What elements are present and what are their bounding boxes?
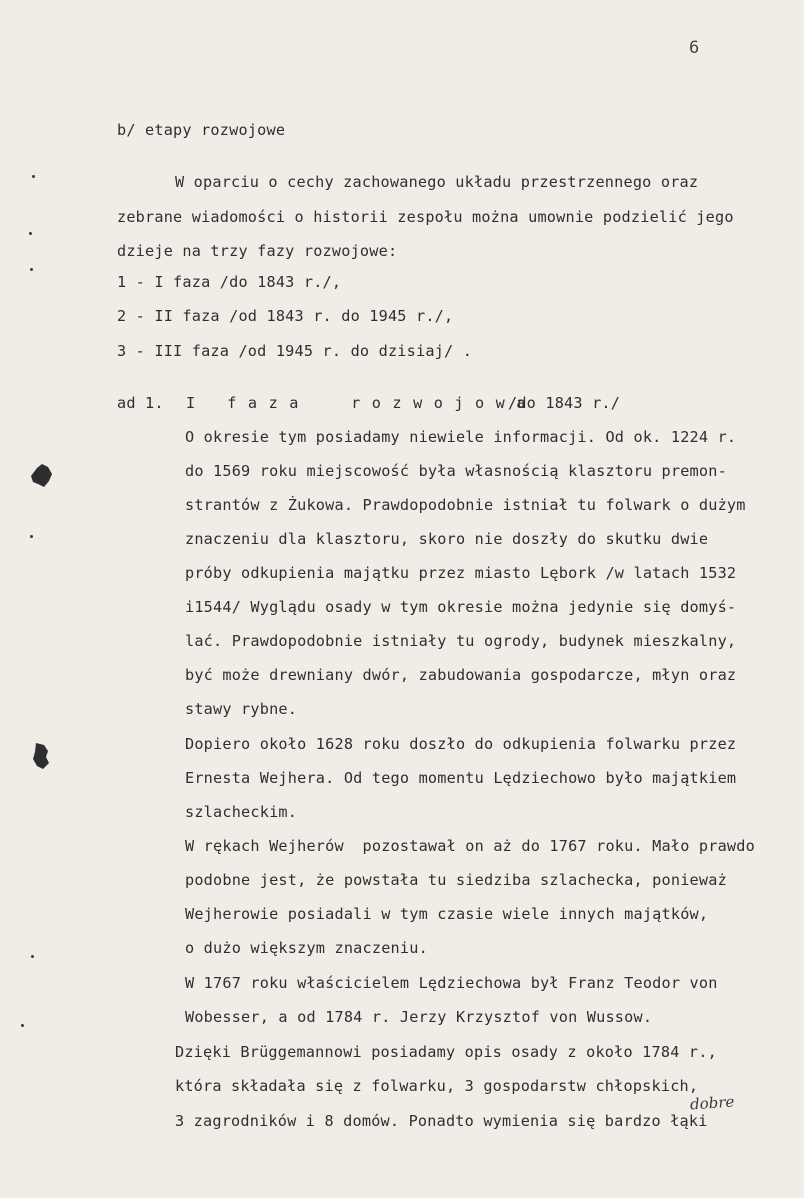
intro-line: zebrane wiadomości o historii zespołu można umownie podzielić jego — [117, 208, 734, 226]
margin-dot — [31, 955, 34, 958]
body-line: W 1767 roku właścicielem Lędziechowa był Franz Teodor von — [185, 974, 718, 992]
phase-list-item: 1 - I faza /do 1843 r./, — [117, 273, 342, 291]
page-number: 6 — [689, 38, 700, 58]
body-line: Wejherowie posiadali w tym czasie wiele innych majątków, — [185, 905, 709, 923]
body-line: strantów z Żukowa. Prawdopodobnie istniał tu folwark o dużym — [185, 496, 746, 514]
body-line: szlacheckim. — [185, 803, 298, 821]
body-line: W rękach Wejherów pozostawał on aż do 1767 roku. Mało prawdo — [185, 837, 755, 855]
ad1-title-suffix: /do 1843 r./ — [508, 394, 621, 412]
ad1-label: ad 1. — [117, 394, 164, 412]
body-line: Ernesta Wejhera. Od tego momentu Lędziechowo było majątkiem — [185, 769, 737, 787]
body-line: próby odkupienia majątku przez miasto Lębork /w latach 1532 — [185, 564, 737, 582]
section-heading: b/ etapy rozwojowe — [117, 121, 286, 139]
body-line: stawy rybne. — [185, 700, 298, 718]
body-line: która składała się z folwarku, 3 gospodarstw chłopskich, — [175, 1077, 699, 1095]
body-line: znaczeniu dla klasztoru, skoro nie doszły do skutku dwie — [185, 530, 709, 548]
ink-blot-icon — [28, 462, 54, 490]
ad1-spaced-title: I faza rozwojowa — [186, 394, 537, 412]
body-line: Wobesser, a od 1784 r. Jerzy Krzysztof von Wussow. — [185, 1008, 653, 1026]
body-line: O okresie tym posiadamy niewiele informacji. Od ok. 1224 r. — [185, 428, 737, 446]
margin-dot — [29, 232, 32, 235]
body-line: Dzięki Brüggemannowi posiadamy opis osady z około 1784 r., — [175, 1043, 717, 1061]
body-line: i1544/ Wyglądu osady w tym okresie można jedynie się domyś- — [185, 598, 737, 616]
handwritten-note: dobre — [689, 1092, 735, 1114]
intro-line: W oparciu o cechy zachowanego układu przestrzennego oraz — [175, 173, 699, 191]
body-line: Dopiero około 1628 roku doszło do odkupienia folwarku przez — [185, 735, 737, 753]
intro-line: dzieje na trzy fazy rozwojowe: — [117, 242, 398, 260]
body-line: o dużo większym znaczeniu. — [185, 939, 428, 957]
body-line: być może drewniany dwór, zabudowania gospodarcze, młyn oraz — [185, 666, 737, 684]
margin-dot — [21, 1024, 24, 1027]
phase-list-item: 2 - II faza /od 1843 r. do 1945 r./, — [117, 307, 454, 325]
margin-dot — [30, 535, 33, 538]
margin-dot — [32, 175, 35, 178]
body-line: lać. Prawdopodobnie istniały tu ogrody, budynek mieszkalny, — [185, 632, 737, 650]
ink-blot-icon — [30, 741, 52, 771]
body-line: do 1569 roku miejscowość była własnością klasztoru premon- — [185, 462, 727, 480]
margin-dot — [30, 268, 33, 271]
phase-list-item: 3 - III faza /od 1945 r. do dzisiaj/ . — [117, 342, 473, 360]
body-line: podobne jest, że powstała tu siedziba szlachecka, ponieważ — [185, 871, 727, 889]
body-line: 3 zagrodników i 8 domów. Ponadto wymienia się bardzo łąki — [175, 1112, 708, 1130]
